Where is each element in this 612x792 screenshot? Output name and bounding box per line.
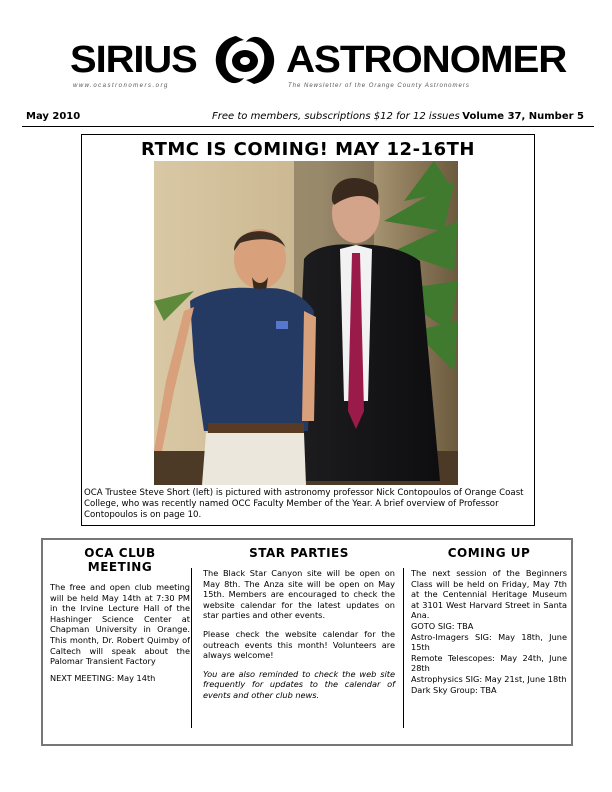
coming-up-heading: COMING UP — [447, 546, 531, 560]
star-parties-heading: STAR PARTIES — [249, 546, 349, 560]
star-parties-text-1: The Black Star Canyon site will be open on May 8th. The Anza site will be open on May 15th. Members are encouraged to check the website calendar for the latest updates on star parties and other events. — [203, 568, 395, 621]
list-item: Astrophysics SIG: May 21st, June 18th — [411, 673, 567, 684]
club-meeting-text: The free and open club meeting will be held May 14th at 7:30 PM in the Irvine Lecture Hall of the Hashinger Science Center at Chapman University in Orange. This month, Dr. Robert Quimby of Caltech will speak about the Palomar Transient Factory — [50, 582, 190, 667]
club-meeting-heading: OCA CLUB MEETING — [84, 546, 156, 574]
volume-number: Volume 37, Number 5 — [462, 111, 584, 122]
star-parties-text-2: Please check the website calendar for the outreach events this month! Volunteers are always welcome! — [203, 628, 395, 661]
list-item: Astro-Imagers SIG: May 18th, June 15th — [411, 631, 567, 653]
masthead-url[interactable]: www.ocastronomers.org — [73, 83, 169, 89]
subscription-price: Free to members, subscriptions $12 for 12 issues — [212, 111, 460, 122]
star-parties-column — [203, 546, 395, 701]
photo-caption: OCA Trustee Steve Short (left) is pictured with astronomy professor Nick Contopoulos of Orange Coast College, who was recently named OCC Faculty Member of the Year. A brief overview of Professor Contopoulos is on page 10. — [84, 488, 524, 520]
column-divider — [403, 568, 404, 728]
next-meeting-text: NEXT MEETING: May 14th — [50, 672, 156, 683]
events-box — [41, 538, 573, 746]
column-divider — [191, 568, 192, 728]
list-item: Dark Sky Group: TBA — [411, 684, 497, 695]
issue-date: May 2010 — [26, 111, 81, 122]
club-meeting-column — [50, 546, 190, 683]
coming-up-column — [411, 546, 567, 695]
masthead-tagline: The Newsletter of the Orange County Astronomers — [288, 83, 470, 89]
feature-headline: RTMC IS COMING! MAY 12-16TH — [141, 139, 475, 160]
list-item: Remote Telescopes: May 24th, June 28th — [411, 652, 567, 674]
list-item: GOTO SIG: TBA — [411, 620, 474, 631]
swirl-logo-icon — [208, 28, 282, 92]
feature-box — [81, 134, 535, 526]
masthead-title-left: SIRIUS — [70, 39, 197, 81]
photo-illustration — [154, 161, 458, 485]
masthead-title-right: ASTRONOMER — [286, 39, 567, 81]
beginners-class-text: The next session of the Beginners Class will be held on Friday, May 7th at the Centennial Heritage Museum at 3101 West Harvard Street in Santa Ana. — [411, 568, 567, 621]
star-parties-text-3: You are also reminded to check the web site frequently for updates to the calendar of events and other club news. — [203, 668, 395, 700]
masthead — [66, 28, 567, 90]
issue-line — [22, 110, 594, 127]
feature-photo — [154, 161, 458, 485]
